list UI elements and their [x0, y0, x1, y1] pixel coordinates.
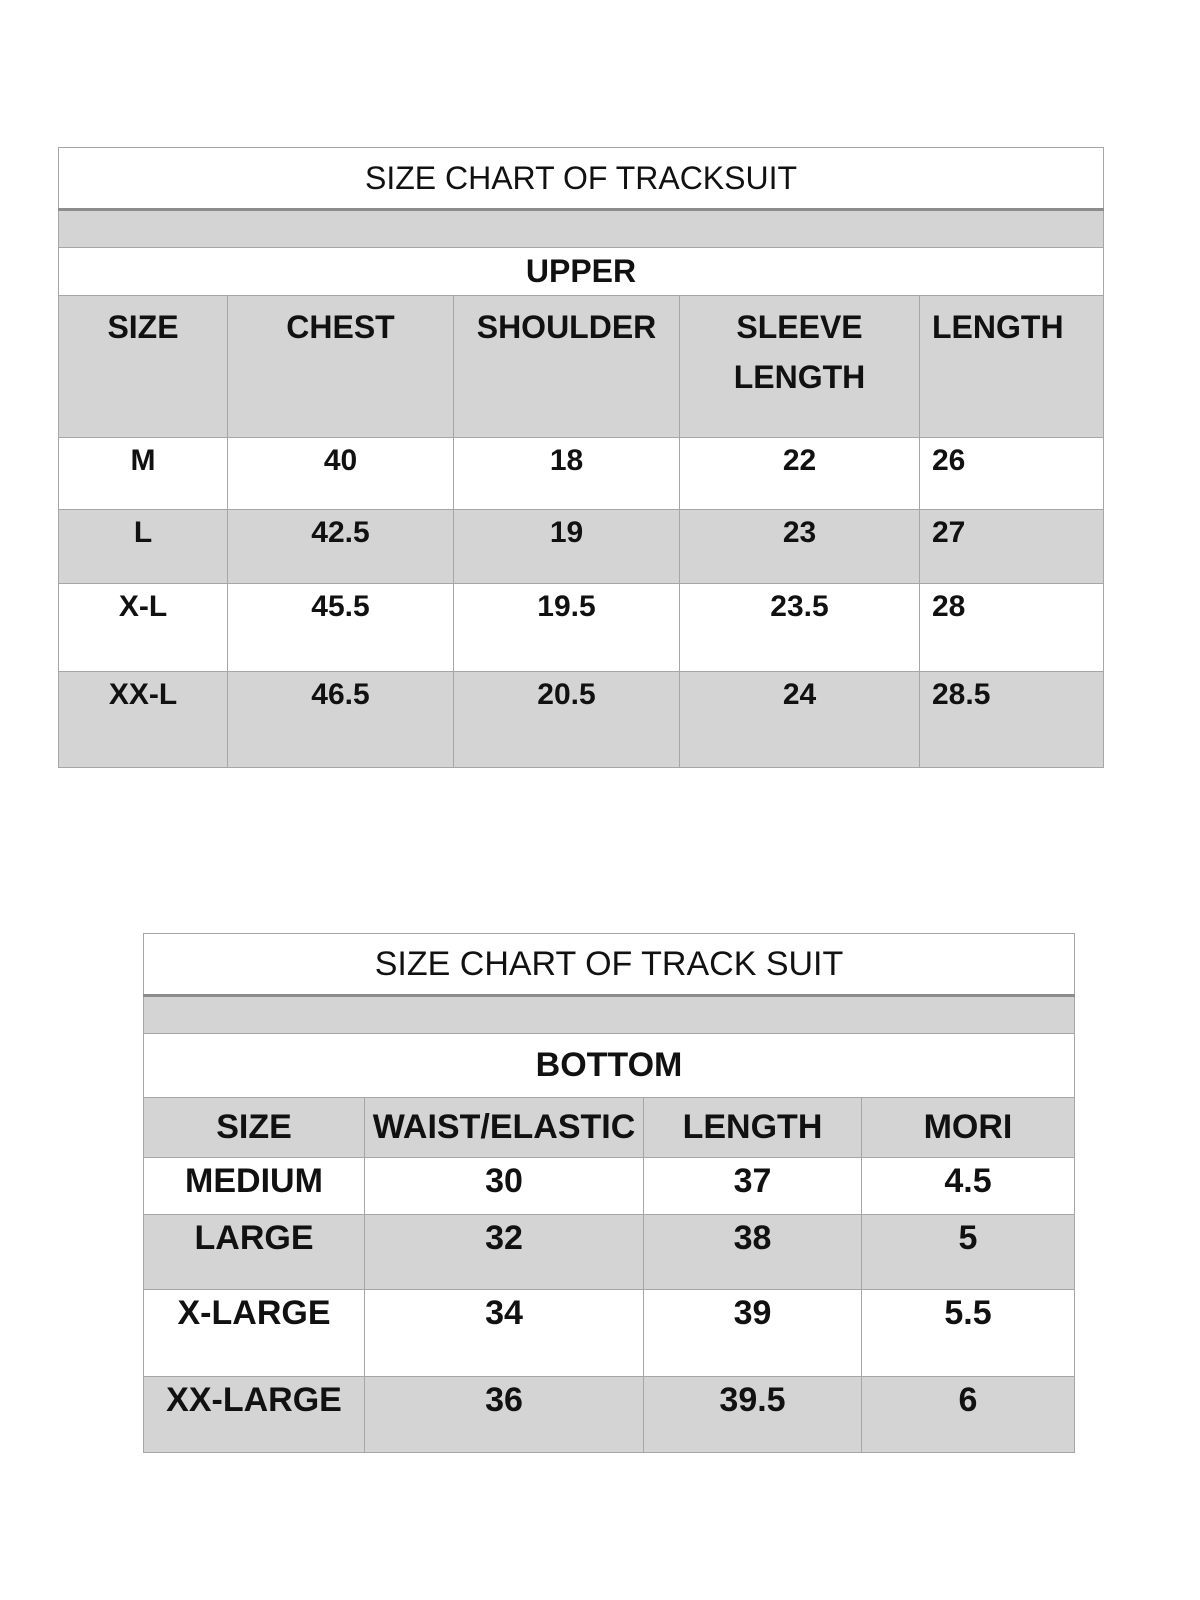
- mori-cell: 5.5: [862, 1290, 1075, 1377]
- size-cell: MEDIUM: [144, 1158, 365, 1215]
- upper-section-label: UPPER: [59, 248, 1104, 296]
- spacer-band: [144, 996, 1075, 1034]
- mori-cell: 6: [862, 1377, 1075, 1453]
- waist-cell: 34: [365, 1290, 644, 1377]
- chest-cell: 46.5: [228, 672, 454, 768]
- length-cell: 27: [920, 510, 1104, 584]
- length-cell: 37: [644, 1158, 862, 1215]
- header-waist-elastic: WAIST/ELASTIC: [365, 1098, 644, 1158]
- sleeve-length-cell: 23.5: [680, 584, 920, 672]
- header-size: SIZE: [59, 296, 228, 438]
- shoulder-cell: 20.5: [454, 672, 680, 768]
- shoulder-cell: 19: [454, 510, 680, 584]
- bottom-title: SIZE CHART OF TRACK SUIT: [144, 934, 1075, 996]
- shoulder-cell: 19.5: [454, 584, 680, 672]
- header-length: LENGTH: [920, 296, 1104, 438]
- size-cell: LARGE: [144, 1215, 365, 1290]
- sleeve-length-cell: 24: [680, 672, 920, 768]
- upper-size-chart: [58, 147, 1104, 768]
- mori-cell: 4.5: [862, 1158, 1075, 1215]
- length-cell: 28.5: [920, 672, 1104, 768]
- chest-cell: 45.5: [228, 584, 454, 672]
- waist-cell: 36: [365, 1377, 644, 1453]
- size-cell: X-LARGE: [144, 1290, 365, 1377]
- waist-cell: 32: [365, 1215, 644, 1290]
- length-cell: 28: [920, 584, 1104, 672]
- length-cell: 39: [644, 1290, 862, 1377]
- length-cell: 26: [920, 438, 1104, 510]
- size-cell: L: [59, 510, 228, 584]
- waist-cell: 30: [365, 1158, 644, 1215]
- size-cell: X-L: [59, 584, 228, 672]
- chest-cell: 40: [228, 438, 454, 510]
- length-cell: 38: [644, 1215, 862, 1290]
- bottom-section-label: BOTTOM: [144, 1034, 1075, 1098]
- size-cell: XX-L: [59, 672, 228, 768]
- header-length: LENGTH: [644, 1098, 862, 1158]
- upper-title: SIZE CHART OF TRACKSUIT: [59, 148, 1104, 210]
- header-chest: CHEST: [228, 296, 454, 438]
- chest-cell: 42.5: [228, 510, 454, 584]
- shoulder-cell: 18: [454, 438, 680, 510]
- header-size: SIZE: [144, 1098, 365, 1158]
- mori-cell: 5: [862, 1215, 1075, 1290]
- length-cell: 39.5: [644, 1377, 862, 1453]
- sleeve-length-cell: 22: [680, 438, 920, 510]
- spacer-band: [59, 210, 1104, 248]
- header-shoulder: SHOULDER: [454, 296, 680, 438]
- header-mori: MORI: [862, 1098, 1075, 1158]
- sleeve-length-cell: 23: [680, 510, 920, 584]
- size-cell: XX-LARGE: [144, 1377, 365, 1453]
- size-cell: M: [59, 438, 228, 510]
- bottom-size-chart: [143, 933, 1075, 1453]
- header-sleeve-length: SLEEVE LENGTH: [680, 296, 920, 438]
